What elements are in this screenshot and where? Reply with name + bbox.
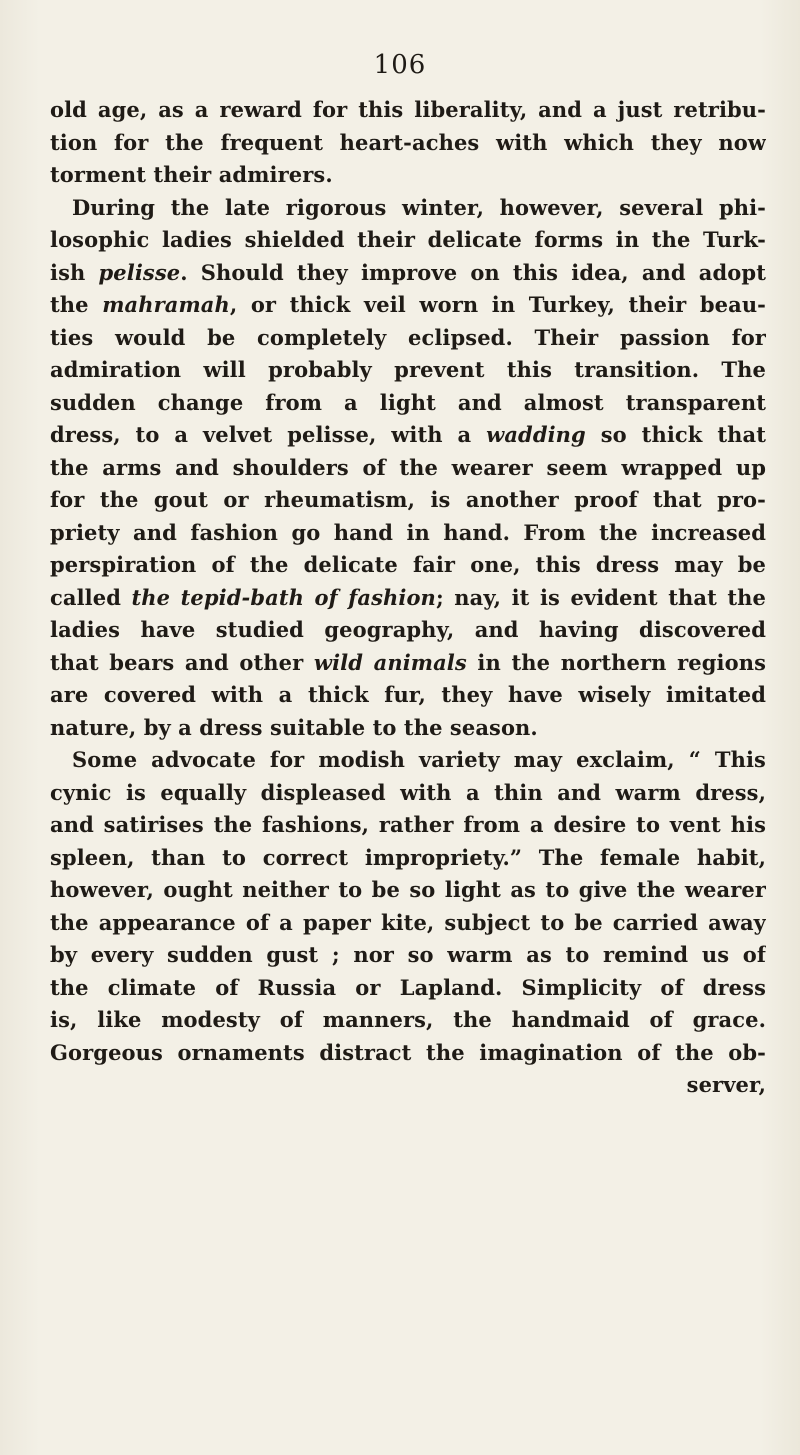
page-number: 106 [373,50,427,80]
italic-phrase: pelisse [98,259,181,285]
text-line: and satirises the fashions, rather from a desire to vent his [50,812,766,837]
text-line: torment their admirers. [50,162,333,187]
text-line: losophic ladies shielded their delicate forms in the Turk- [50,227,766,252]
text-line [50,419,766,452]
text-line [50,647,766,680]
text-line: the appearance of a paper kite, subject to be carried away [50,909,766,935]
text-line [50,582,766,615]
text-line: for the gout or rheumatism, is another proof that pro- [50,487,766,512]
text-line: the climate of Russia or Lapland. Simplicity of dress [50,974,766,1000]
text-line: are covered with a thick fur, they have wisely imitated [50,682,766,707]
text-line: however, ought neither to be so light as to give the wearer [50,877,766,902]
text-line: sudden change from a light and almost transparent [50,389,766,415]
text-line: is, like modesty of manners, the handmaid of grace. [50,1007,766,1032]
text-segment: . Should they improve on this idea, and adopt [180,259,766,285]
body-text [50,94,766,1102]
text-line: old age, as a reward for this liberality, and a just retribu- [50,97,766,122]
text-line: tion for the frequent heart-aches with which they now [50,129,766,155]
text-line: server, [686,1072,766,1097]
italic-phrase: wild animals [313,649,467,675]
text-segment: in the northern regions [466,649,766,675]
italic-phrase: the tepid-bath of fashion [131,584,436,610]
text-line [50,257,766,290]
text-segment: so thick that [585,422,766,447]
text-segment: ish [50,259,99,285]
text-line: admiration will probably prevent this transition. The [50,357,766,382]
text-line: nature, by a dress suitable to the season. [50,714,538,740]
text-line: ties would be completely eclipsed. Their passion for [50,324,766,350]
text-line: by every sudden gust ; nor so warm as to remind us of [50,942,766,967]
text-line [50,289,766,322]
text-line: the arms and shoulders of the wearer seem wrapped up [50,454,766,480]
italic-phrase: mahramah [102,292,230,317]
text-segment: called [50,584,132,610]
text-line: priety and fashion go hand in hand. From the increased [50,519,766,545]
italic-phrase: wadding [486,422,586,447]
text-segment: the [50,292,103,317]
text-segment: dress, to a velvet pelisse, with a [50,422,487,447]
text-segment: ; nay, it is evident that the [435,584,766,610]
text-line: During the late rigorous winter, however, several phi- [72,194,766,220]
text-line: cynic is equally displeased with a thin and warm dress, [50,779,766,805]
text-line: perspiration of the delicate fair one, this dress may be [50,552,766,577]
text-segment: , or thick veil worn in Turkey, their beau- [229,292,766,317]
text-line: Some advocate for modish variety may exclaim, “ This [72,747,766,772]
text-line: ladies have studied geography, and having discovered [50,617,766,642]
text-line: Gorgeous ornaments distract the imagination of the ob- [50,1039,766,1065]
text-segment: that bears and other [50,649,314,675]
text-line: spleen, than to correct impropriety.” The female habit, [50,844,766,870]
